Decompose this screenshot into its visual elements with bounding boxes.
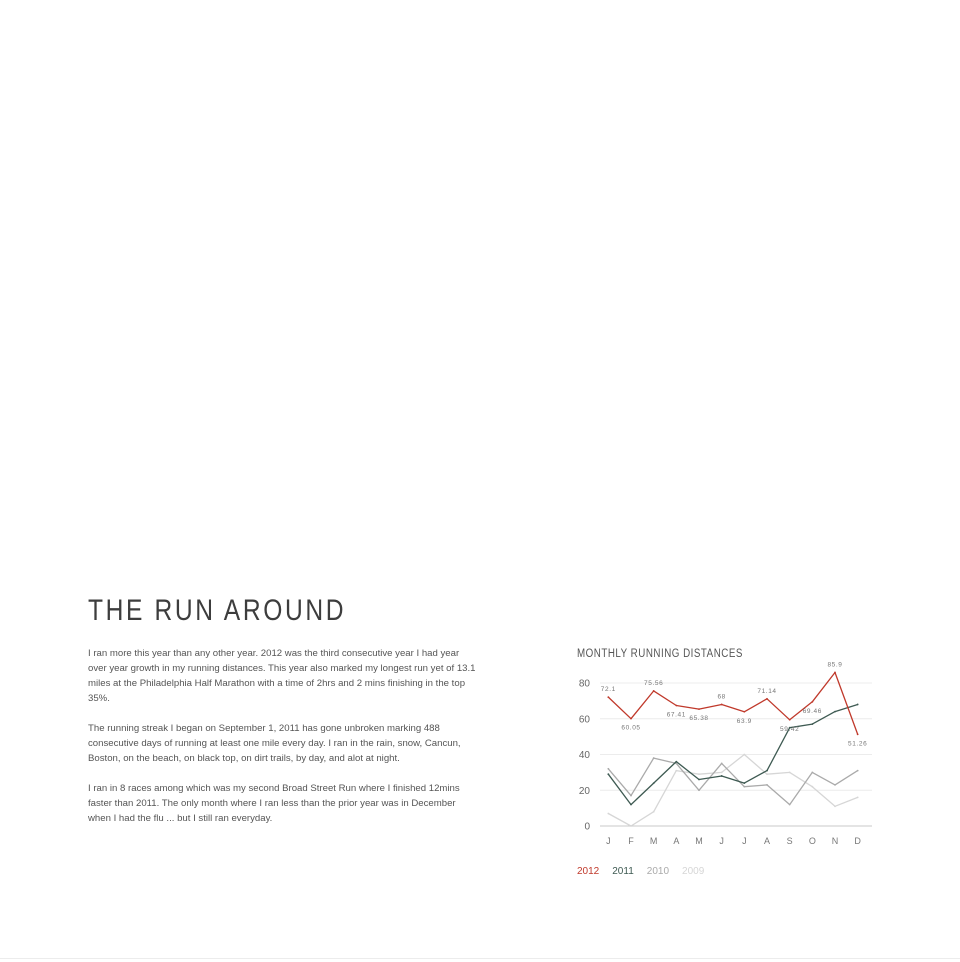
data-label: 65.38 xyxy=(689,715,709,723)
data-point-2010 xyxy=(789,804,791,806)
x-tick-label: F xyxy=(628,836,634,846)
data-point-2011 xyxy=(766,770,768,772)
bottom-divider xyxy=(0,958,960,959)
paragraph-1: I ran more this year than any other year. 2012 was the third consecutive year I had year over year growth in my running distances. This year also marked my longest run yet of 13.1 miles at the Philadelphia Half Marathon with a time of 2hrs and 2 mins finishing in the top 35%. xyxy=(88,648,476,704)
y-tick-label: 20 xyxy=(578,785,590,797)
data-point-2012 xyxy=(743,711,745,713)
data-point-2010 xyxy=(834,784,836,786)
chart-legend xyxy=(577,866,704,877)
data-point-2012 xyxy=(630,718,632,720)
x-tick-label: J xyxy=(719,836,724,846)
data-point-2012 xyxy=(721,704,723,706)
data-point-2011 xyxy=(857,704,859,706)
data-point-2011 xyxy=(630,804,632,806)
x-tick-label: A xyxy=(763,836,771,846)
y-tick-label: 60 xyxy=(578,714,590,726)
data-label: 75.56 xyxy=(644,679,664,687)
series-line-2010 xyxy=(608,758,857,805)
data-point-2010 xyxy=(811,771,813,773)
data-point-2010 xyxy=(630,795,632,797)
x-tick-label: S xyxy=(786,836,793,846)
data-label: 59.42 xyxy=(780,725,800,733)
data-point-2009 xyxy=(698,773,700,775)
y-tick-label: 40 xyxy=(578,750,590,761)
data-point-2012 xyxy=(789,719,791,721)
data-point-2009 xyxy=(811,786,813,788)
body-text xyxy=(88,646,480,841)
data-point-2011 xyxy=(698,779,700,781)
data-label: 51.26 xyxy=(848,740,868,748)
data-point-2012 xyxy=(857,733,859,735)
data-point-2012 xyxy=(766,698,768,700)
data-point-2009 xyxy=(789,771,791,773)
chart-title: MONTHLY RUNNING DISTANCES xyxy=(577,648,743,660)
data-point-2011 xyxy=(811,723,813,725)
data-label: 85.9 xyxy=(827,661,843,669)
x-tick-label: O xyxy=(808,836,816,846)
data-point-2011 xyxy=(675,761,677,763)
section-title: THE RUN AROUND xyxy=(88,594,347,627)
data-point-2010 xyxy=(766,784,768,786)
data-point-2009 xyxy=(630,825,632,827)
data-point-2012 xyxy=(834,672,836,674)
paragraph-3: I ran in 8 races among which was my second Broad Street Run where I finished 12mins faster than 2011. The only month where I ran less than the prior year was in December when I had the flu ... but I still ran everyday. xyxy=(88,783,460,824)
data-point-2010 xyxy=(698,789,700,791)
data-point-2012 xyxy=(675,705,677,707)
data-point-2010 xyxy=(653,757,655,759)
data-point-2010 xyxy=(607,768,609,770)
x-tick-label: M xyxy=(695,836,703,846)
data-point-2009 xyxy=(675,770,677,772)
data-label: 71.14 xyxy=(757,687,777,695)
data-point-2009 xyxy=(653,811,655,813)
data-point-2011 xyxy=(721,775,723,777)
data-point-2011 xyxy=(607,773,609,775)
data-label: 67.41 xyxy=(666,711,686,719)
paragraph-2: The running streak I began on September 1, 2011 has gone unbroken marking 488 consecutive days of running at least one mile every day. I ran in the rain, snow, Cancun, Boston, on the beach, on black top, on dirt trails, by day, and alot at night. xyxy=(88,723,461,764)
data-point-2010 xyxy=(743,786,745,788)
data-label: 60.05 xyxy=(621,724,641,732)
legend-item-2009: 2009 xyxy=(682,866,705,877)
data-label: 63.9 xyxy=(736,717,752,725)
legend-item-2010: 2010 xyxy=(646,866,670,877)
x-tick-label: A xyxy=(673,836,680,846)
data-point-2011 xyxy=(653,782,655,784)
x-tick-label: J xyxy=(742,836,747,846)
data-point-2009 xyxy=(857,797,859,799)
legend-item-2012: 2012 xyxy=(577,866,600,877)
x-tick-label: J xyxy=(606,836,611,846)
data-point-2011 xyxy=(743,782,745,784)
data-point-2012 xyxy=(811,701,813,703)
data-point-2010 xyxy=(857,770,859,772)
line-chart xyxy=(570,660,880,855)
data-label: 69.46 xyxy=(802,707,822,715)
x-tick-label: M xyxy=(649,836,658,846)
data-point-2010 xyxy=(721,763,723,765)
data-point-2009 xyxy=(834,805,836,807)
data-point-2009 xyxy=(607,813,609,815)
data-point-2009 xyxy=(766,773,768,775)
data-point-2009 xyxy=(743,754,745,756)
data-point-2012 xyxy=(698,708,700,710)
x-tick-label: D xyxy=(854,836,861,846)
legend-item-2011: 2011 xyxy=(612,866,634,877)
x-tick-label: N xyxy=(831,836,839,846)
y-tick-label: 0 xyxy=(584,821,590,833)
y-tick-label: 80 xyxy=(578,678,590,690)
data-label: 72.1 xyxy=(600,686,616,694)
data-label: 68 xyxy=(717,693,726,701)
data-point-2011 xyxy=(834,711,836,713)
data-point-2009 xyxy=(721,771,723,773)
data-point-2012 xyxy=(653,690,655,692)
data-point-2012 xyxy=(607,696,609,698)
